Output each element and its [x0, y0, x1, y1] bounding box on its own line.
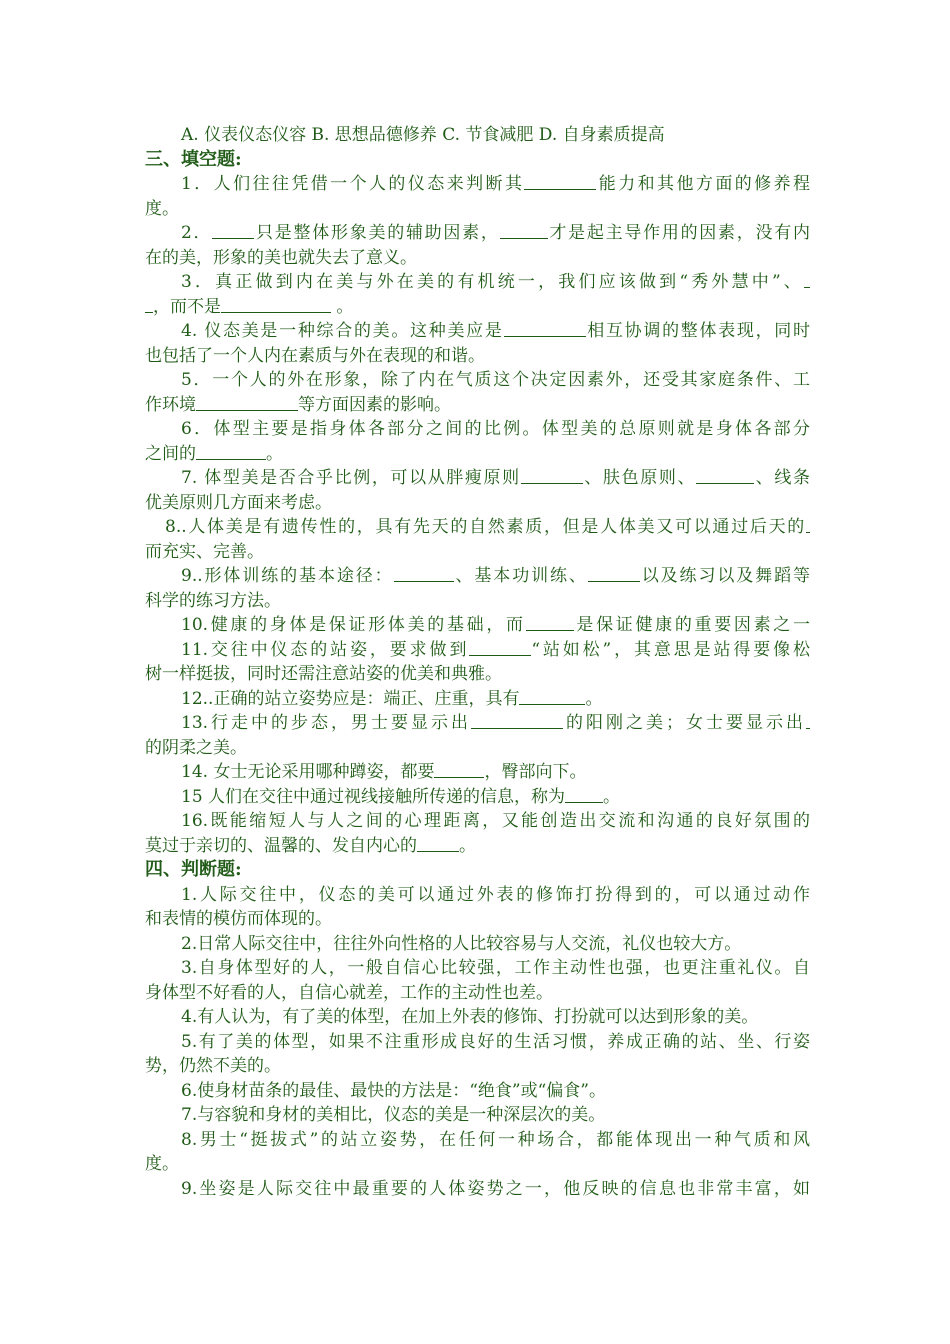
options-line: A. 仪表仪态仪容 B. 思想品德修养 C. 节食减肥 D. 自身素质提高: [181, 125, 665, 145]
answer-blank: [500, 222, 548, 239]
statement-5-cont: 势，仍然不美的。: [145, 1056, 281, 1076]
statement-8-cont: 度。: [145, 1154, 179, 1174]
question-9-cont: 科学的练习方法。: [145, 590, 281, 611]
answer-blank: [417, 835, 459, 852]
answer-blank: [471, 712, 563, 729]
answer-blank: [212, 222, 254, 239]
question-7-cont: 优美原则几方面来考虑。: [145, 492, 332, 513]
answer-blank: [504, 320, 586, 337]
answer-blank: [519, 688, 585, 705]
statement-4: 4.有人认为，有了美的体型，在加上外表的修饰、打扮就可以达到形象的美。: [181, 1007, 759, 1027]
question-6-cont: 之间的 。: [145, 443, 283, 464]
answer-blank: [145, 296, 153, 313]
statement-5: 5.有了美的体型，如果不注重形成良好的生活习惯，养成正确的站、坐、行姿: [181, 1031, 810, 1052]
question-1-cont: 度。: [145, 198, 179, 219]
question-15: 15 人们在交往中通过视线接触所传递的信息，称为 。: [181, 786, 621, 807]
question-10: 10.健康的身体是保证形体美的基础，而 是保证健康的重要因素之一: [181, 615, 810, 635]
answer-blank: [394, 565, 454, 582]
statement-1: 1.人际交往中，仪态的美可以通过外表的修饰打扮得到的，可以通过动作: [181, 884, 810, 905]
section-heading-fill-in: 三、填空题:: [145, 148, 242, 170]
question-4-cont: 也包括了一个人内在素质与外在表现的和谐。: [145, 345, 485, 366]
question-6: 6．体型主要是指身体各部分之间的比例。体型美的总原则就是身体各部分: [181, 419, 810, 439]
answer-blank: [524, 173, 596, 190]
answer-blank: [588, 565, 640, 582]
answer-blank: [196, 443, 266, 460]
question-13-cont: 的阴柔之美。: [145, 737, 247, 758]
statement-3: 3.自身体型好的人，一般自信心比较强，工作主动性也强，也更注重礼仪。自: [181, 958, 810, 978]
answer-blank: [696, 467, 754, 484]
answer-blank: [806, 712, 810, 729]
question-8-cont: 而充实、完善。: [145, 541, 264, 562]
question-16: 16.既能缩短人与人之间的心理距离，又能创造出交流和沟通的良好氛围的: [181, 811, 810, 831]
question-2-cont: 在的美，形象的美也就失去了意义。: [145, 247, 417, 268]
question-13: 13.行走中的步态，男士要显示出 的阳刚之美；女士要显示出: [145, 711, 810, 736]
answer-blank: [806, 516, 810, 533]
question-7: 7. 体型美是否合乎比例，可以从胖瘦原则 、肤色原则、 、线条: [181, 468, 810, 488]
answer-blank: [526, 614, 574, 631]
statement-3-cont: 身体型不好看的人，自信心就差，工作的主动性也差。: [145, 982, 553, 1003]
question-12: 12..正确的站立姿势应是：端正、庄重，具有 。: [181, 688, 603, 709]
section-heading-true-false: 四、判断题:: [145, 859, 242, 880]
statement-6: 6.使身材苗条的最佳、最快的方法是：“绝食”或“偏食”。: [181, 1080, 606, 1101]
question-8: 8..人体美是有遗传性的，具有先天的自然素质，但是人体美又可以通过后天的: [145, 515, 810, 540]
answer-blank: [565, 786, 603, 803]
question-4: 4. 仪态美是一种综合的美。这种美应是 相互协调的整体表现，同时: [181, 321, 810, 341]
question-14: 14. 女士无论采用哪种蹲姿，都要 ，臀部向下。: [181, 762, 587, 782]
statement-1-cont: 和表情的模仿而体现的。: [145, 909, 332, 929]
answer-blank: [196, 394, 298, 411]
statement-7: 7.与容貌和身材的美相比，仪态的美是一种深层次的美。: [181, 1105, 606, 1125]
question-2: 2． 只是整体形象美的辅助因素， 才是起主导作用的因素，没有内: [181, 223, 810, 243]
answer-blank: [804, 271, 810, 288]
question-11-cont: 树一样挺拔，同时还需注意站姿的优美和典雅。: [145, 664, 502, 684]
statement-2: 2.日常人际交往中，往往外向性格的人比较容易与人交流，礼仪也较大方。: [181, 933, 742, 954]
question-9: 9..形体训练的基本途径： 、基本功训练、 以及练习以及舞蹈等: [181, 566, 810, 586]
question-3-cont: ，而不是 。: [145, 295, 810, 320]
question-11: 11.交往中仪态的站姿，要求做到 “站如松”，其意思是站得要像松: [181, 639, 810, 660]
question-5-cont: 作环境 等方面因素的影响。: [145, 394, 451, 415]
question-1: 1．人们往往凭借一个人的仪态来判断其 能力和其他方面的修养程: [181, 174, 810, 194]
question-16-cont: 莫过于亲切的、温馨的、发自内心的 。: [145, 835, 476, 856]
statement-9: 9.坐姿是人际交往中最重要的人体姿势之一，他反映的信息也非常丰富，如: [181, 1178, 810, 1199]
question-3: 3．真正做到内在美与外在美的有机统一，我们应该做到“秀外慧中”、: [145, 270, 810, 295]
question-5: 5．一个人的外在形象，除了内在气质这个决定因素外，还受其家庭条件、工: [181, 370, 810, 390]
answer-blank: [521, 467, 583, 484]
answer-blank: [221, 296, 331, 313]
answer-blank: [434, 761, 484, 778]
answer-blank: [469, 639, 531, 656]
statement-8: 8.男士“挺拔式”的站立姿势，在任何一种场合，都能体现出一种气质和风: [181, 1129, 810, 1150]
